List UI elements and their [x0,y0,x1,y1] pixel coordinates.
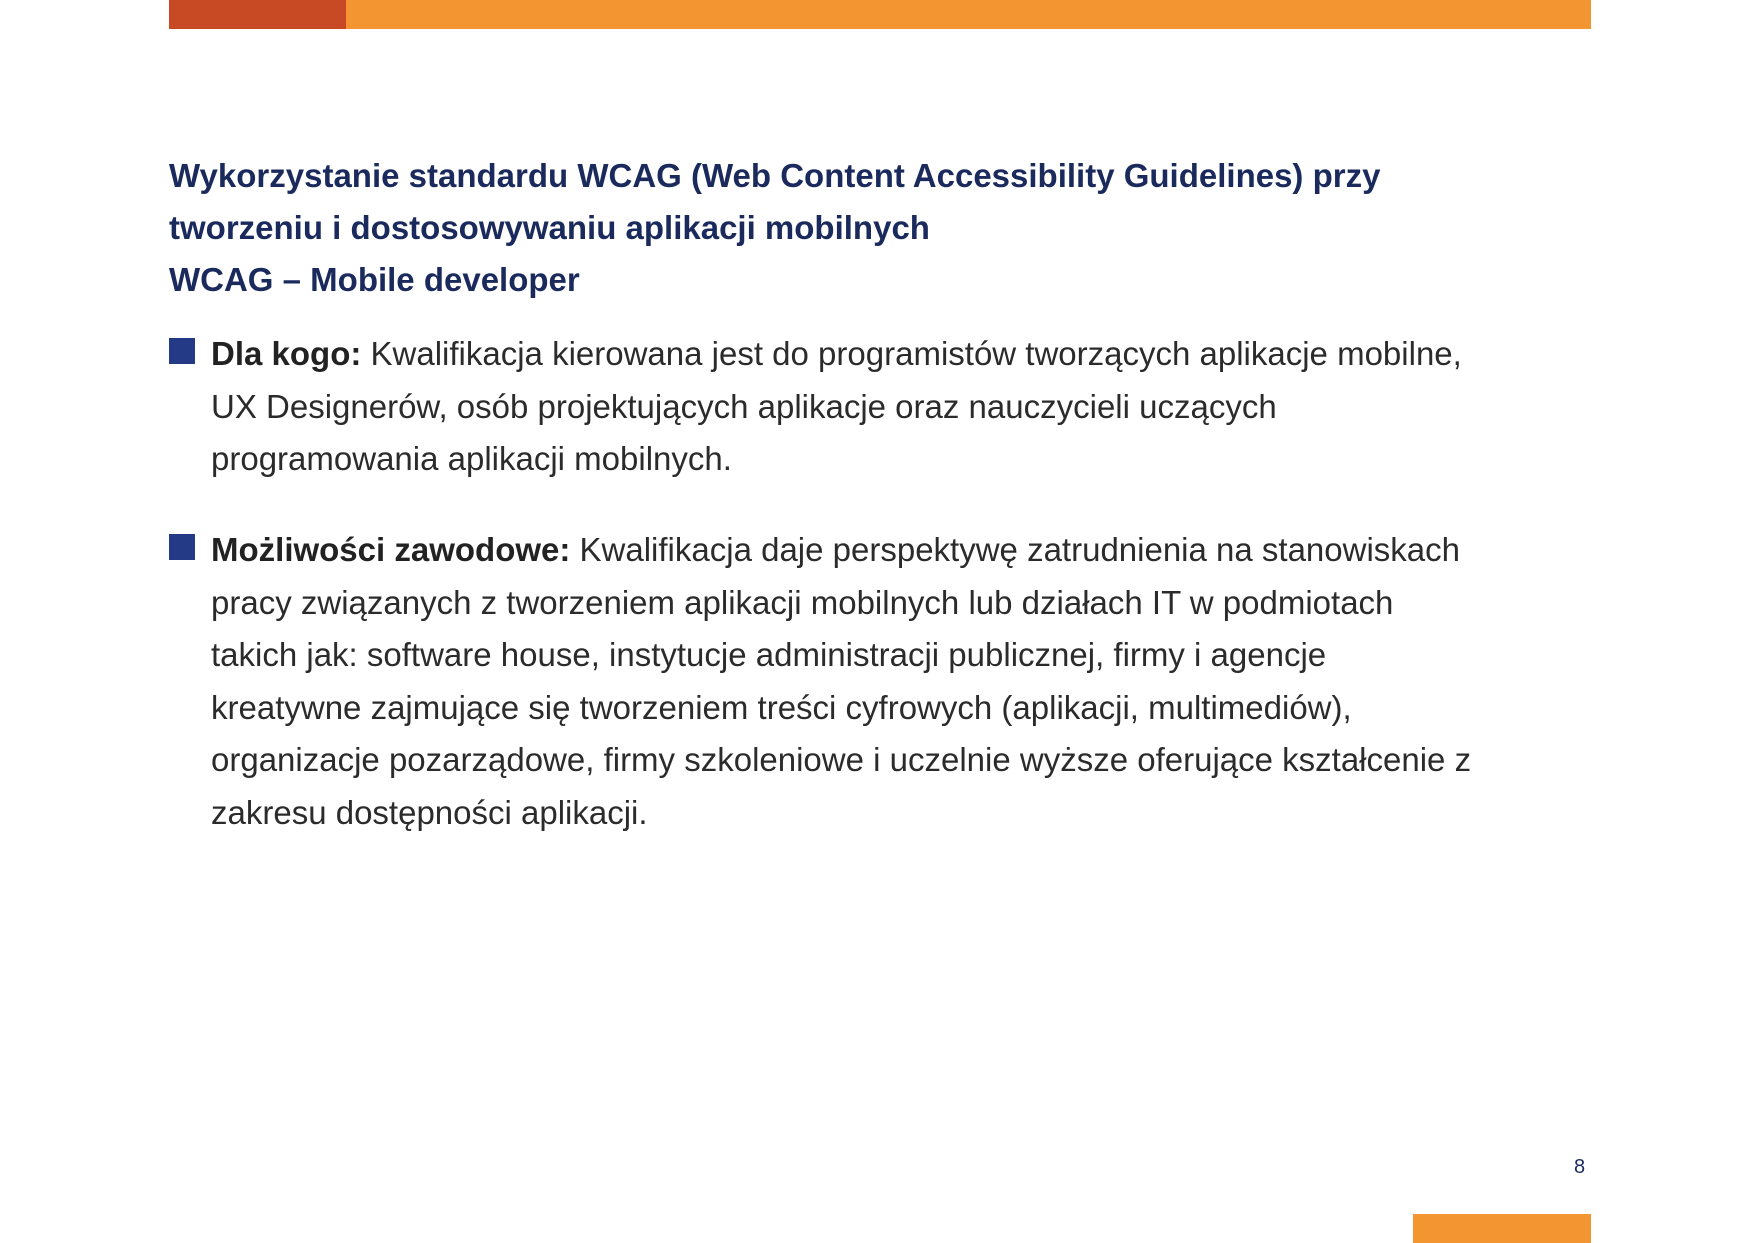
title-line-1: Wykorzystanie standardu WCAG (Web Content Accessibility Guidelines) przy [169,157,1381,194]
top-accent-bar-red-segment [169,0,346,29]
page-number: 8 [1574,1156,1586,1178]
bullet-line [211,524,1591,577]
bullet-line: organizacje pozarządowe, firmy szkoleniowe i uczelnie wyższe oferujące kształcenie z [211,741,1472,778]
bullet-line: UX Designerów, osób projektujących aplikacje oraz nauczycieli uczących [211,387,1277,425]
bullet-lead-label: Możliwości zawodowe: [211,531,571,568]
bottom-accent-bar [1413,1214,1591,1243]
bullet-square-icon [169,338,195,364]
bullet-text [211,328,1591,486]
title-line-2: tworzeniu i dostosowywaniu aplikacji mobilnych [169,209,930,246]
bullet-line-text: Kwalifikacja daje perspektywę zatrudnienia na stanowiskach [570,531,1461,568]
bullet-line: pracy związanych z tworzeniem aplikacji mobilnych lub działach IT w podmiotach [211,583,1394,621]
bullet-line: zakresu dostępności aplikacji. [211,793,648,831]
bullet-line: takich jak: software house, instytucje administracji publicznej, firmy i agencje [211,636,1327,673]
bullet-lead-label: Dla kogo: [211,335,362,372]
top-accent-bar [169,0,1591,29]
bullet-line: kreatywne zajmujące się tworzeniem treści cyfrowych (aplikacji, multimediów), [211,688,1352,726]
bullet-text [211,524,1591,839]
bullet-career-opportunities [169,524,1599,839]
bullet-line [211,328,1591,381]
title-subtitle: WCAG – Mobile developer [169,261,580,298]
page-title [169,150,1599,306]
bullet-line: programowania aplikacji mobilnych. [211,440,732,477]
bullet-target-audience [169,328,1599,486]
bullet-square-icon [169,534,195,560]
bullet-line-text: Kwalifikacja kierowana jest do programistów tworzących aplikacje mobilne, [361,335,1462,372]
